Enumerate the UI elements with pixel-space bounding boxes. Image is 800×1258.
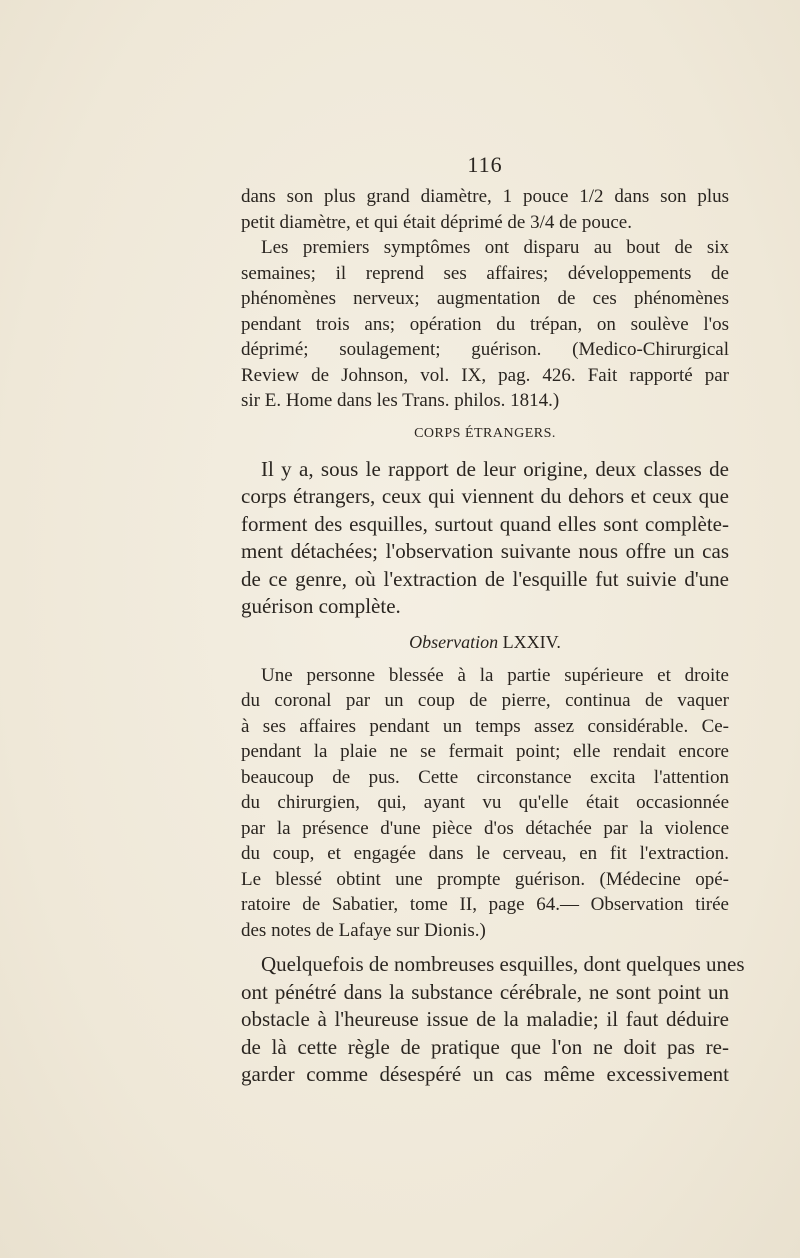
text-line: Une personne blessée à la partie supérieure et droite [261,664,729,686]
paragraph-esquilles [241,951,745,1089]
text-line: pendant la plaie ne se fermait point; elle rendait encore [241,741,729,762]
text-line: ont pénétré dans la substance cérébrale, ne sont point un [241,979,729,1004]
text-line: beaucoup de pus. Cette circonstance excita l'attention [241,766,729,788]
text-line: du chirurgien, qui, ayant vu qu'elle était occasionnée [241,792,729,813]
text-line: petit diamètre, et qui était déprimé de 3/4 de pouce. [241,211,632,233]
text-line: de ce genre, où l'extraction de l'esquille fut suivie d'une [241,566,729,591]
observation-heading-number: LXXIV. [502,631,561,652]
text-line: Les premiers symptômes ont disparu au bout de six [261,237,729,258]
paragraph-symptoms [241,235,729,414]
text-line: de là cette règle de pratique que l'on ne doit pas re- [241,1034,729,1059]
text-line: obstacle à l'heureuse issue de la maladie; il faut déduire [241,1007,729,1031]
text-line: ment détachées; l'observation suivante nous offre un cas [241,539,729,563]
text-line: Quelquefois de nombreuses esquilles, dont quelques unes [261,952,745,976]
text-line: du coup, et engagée dans le cerveau, en fit l'extraction. [241,843,729,864]
text-line: Review de Johnson, vol. IX, pag. 426. Fait rapporté par [241,364,729,386]
section-heading: CORPS ÉTRANGERS. [414,425,556,441]
text-line: phénomènes nerveux; augmentation de ces phénomènes [241,288,729,309]
text-line: forment des esquilles, surtout quand elles sont complète- [241,511,729,536]
text-line: garder comme désespéré un cas même excessivement [241,1062,729,1086]
text-line: Il y a, sous le rapport de leur origine, deux classes de [261,456,729,481]
text-line: du coronal par un coup de pierre, continua de vaquer [241,690,729,711]
text-line: déprimé; soulagement; guérison. (Medico-Chirurgical [241,339,729,360]
text-line: pendant trois ans; opération du trépan, on soulève l'os [241,313,729,335]
text-line: corps étrangers, ceux qui viennent du dehors et ceux que [241,484,729,508]
paragraph-foreign-bodies [241,456,729,621]
text-line: semaines; il reprend ses affaires; développements de [241,262,729,284]
text-line: sir E. Home dans les Trans. philos. 1814.) [241,390,560,411]
page-number: 116 [467,152,503,177]
paragraph-observation [241,663,729,944]
text-line: des notes de Lafaye sur Dionis.) [241,919,486,941]
page-text-block [241,150,745,1089]
text-line: par la présence d'une pièce d'os détachée par la violence [241,817,729,839]
text-line: Le blessé obtint une prompte guérison. (Médecine opé- [241,868,729,890]
observation-heading [241,631,729,653]
observation-heading-label: Observation [409,631,499,652]
paragraph-continuation [241,184,729,235]
text-line: dans son plus grand diamètre, 1 pouce 1/2 dans son plus [241,186,729,207]
text-line: guérison complète. [241,594,401,618]
text-line: ratoire de Sabatier, tome II, page 64.— Observation tirée [241,894,729,915]
text-line: à ses affaires pendant un temps assez considérable. Ce- [241,715,729,737]
